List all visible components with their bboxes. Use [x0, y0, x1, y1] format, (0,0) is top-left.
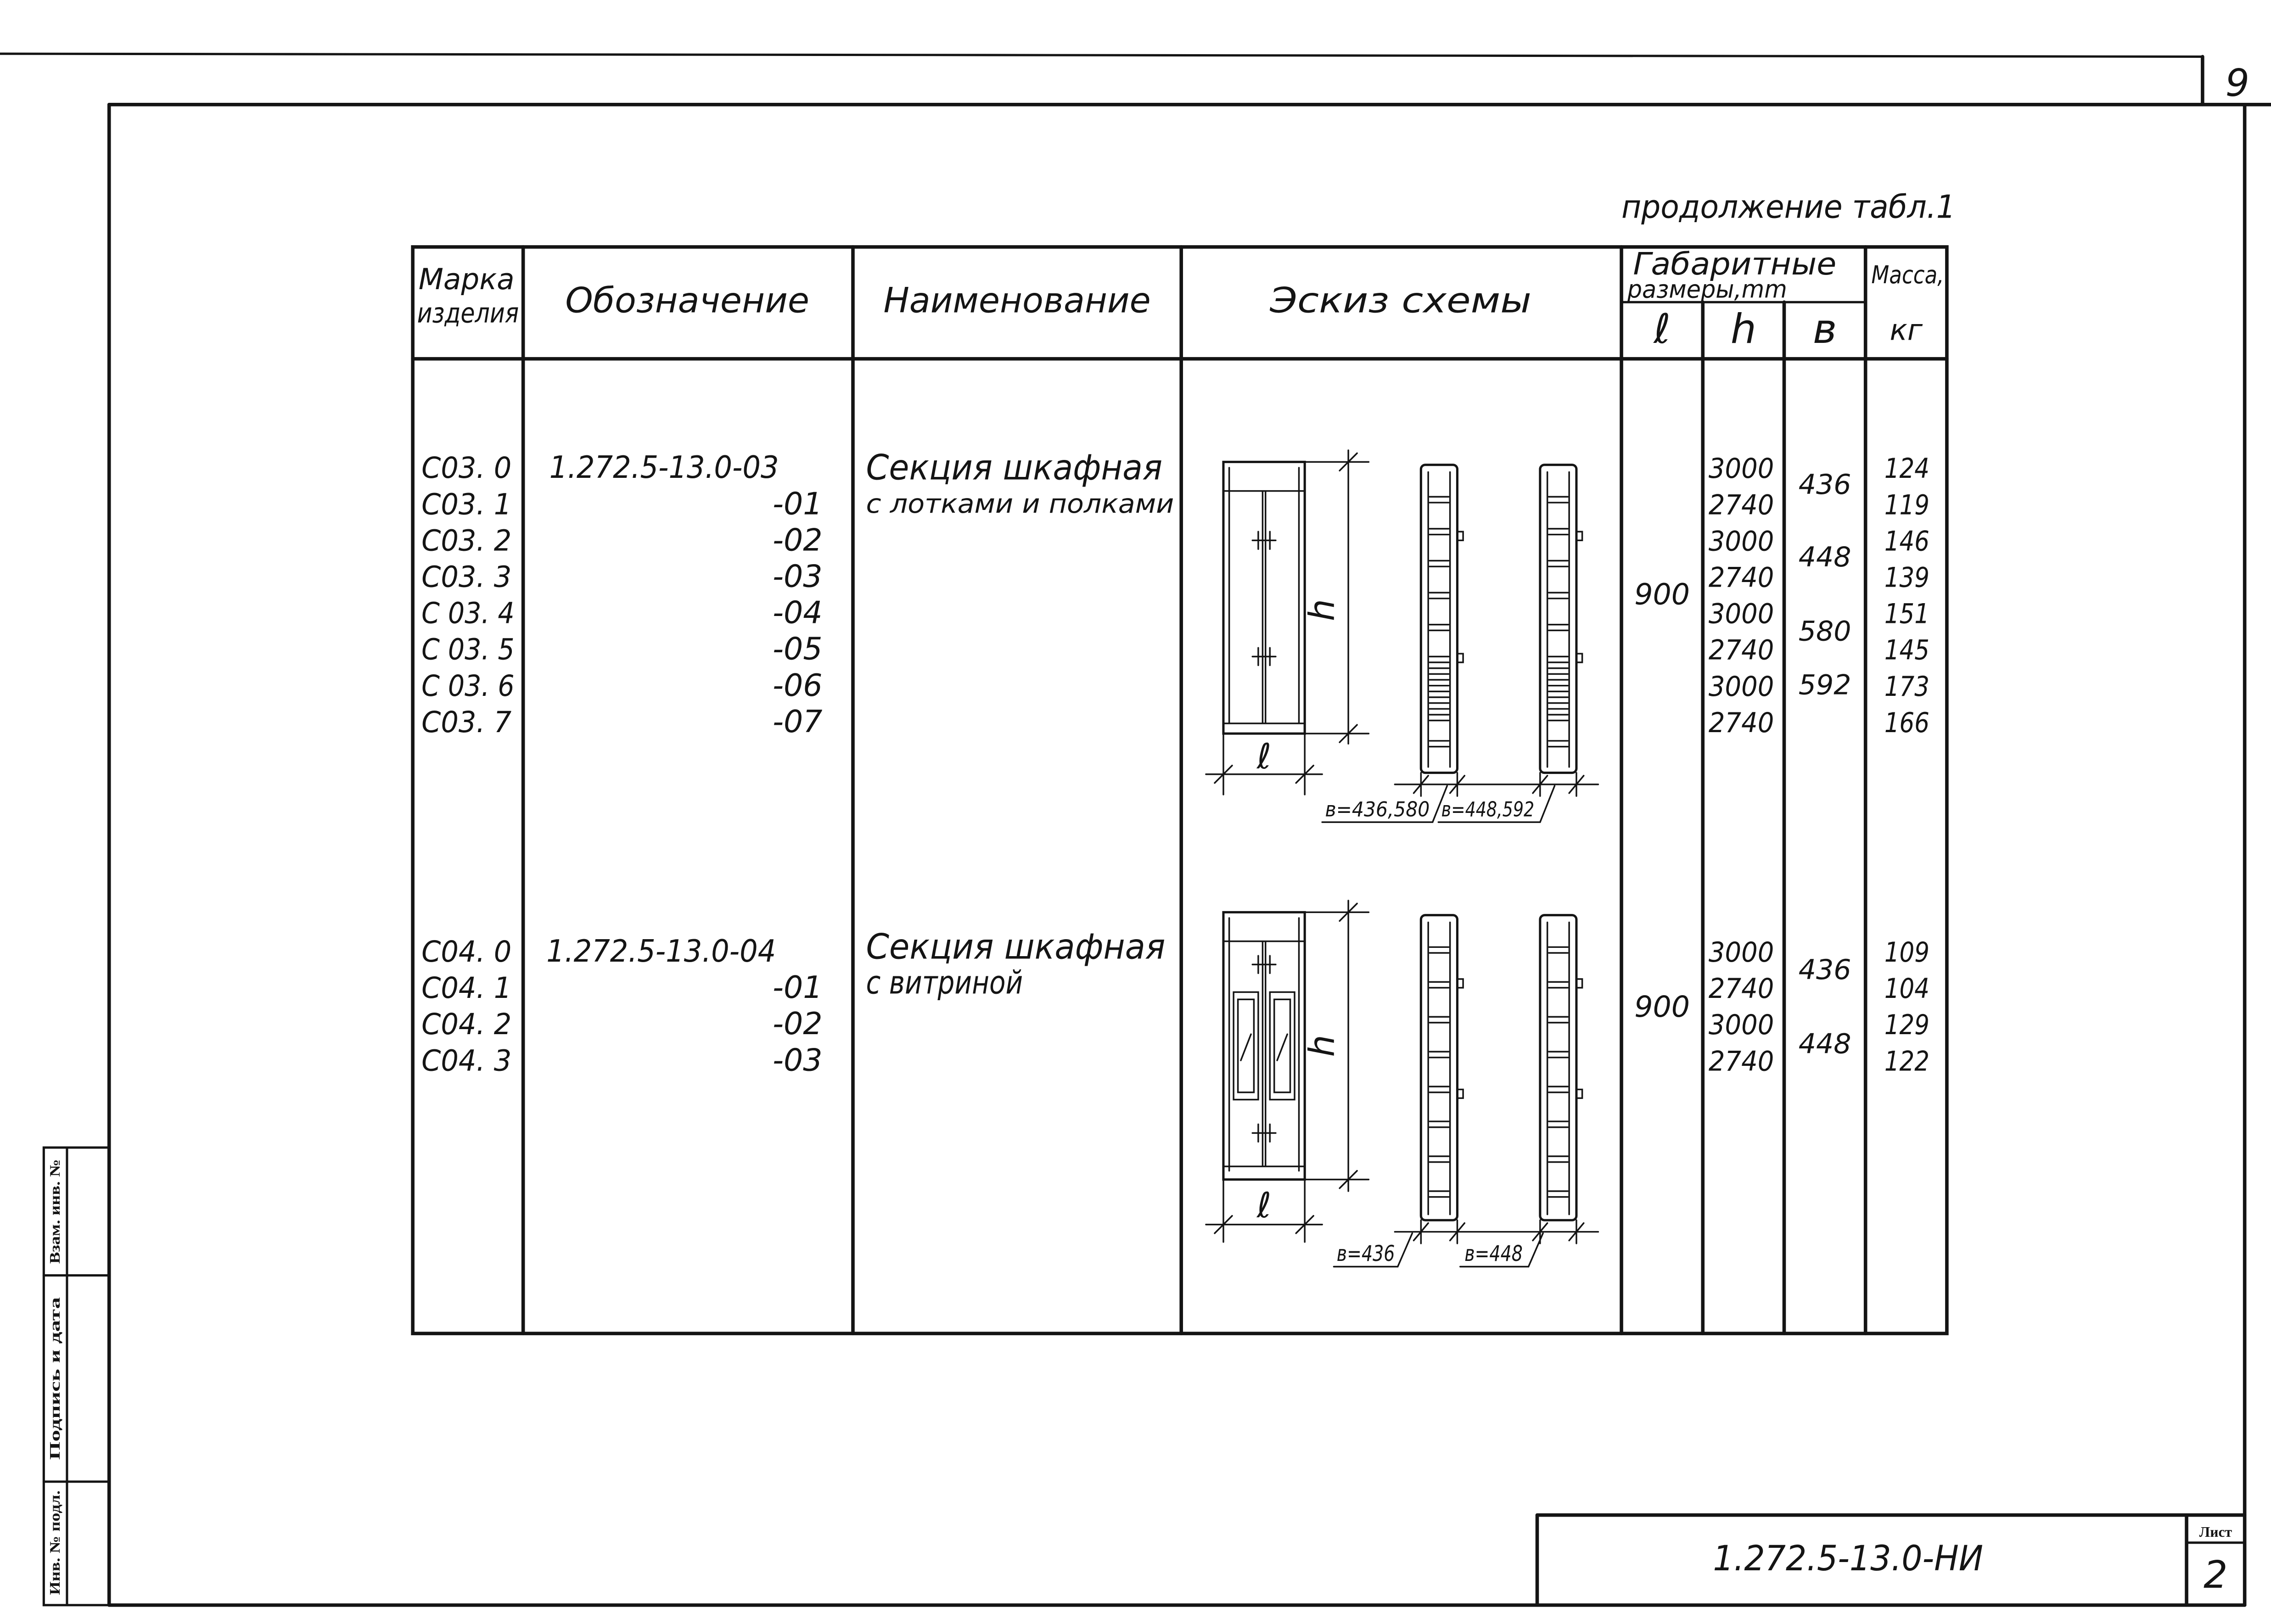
- cell-mass: 151: [1884, 598, 1929, 630]
- cell-dim-h: 2740: [1708, 973, 1774, 1005]
- table-grid: [413, 247, 1947, 1333]
- cell-mass: 129: [1884, 1009, 1929, 1042]
- cell-mark: С 03. 4: [421, 596, 515, 630]
- cell-dim-h: 3000: [1708, 598, 1774, 630]
- top-trim-line: [0, 54, 2203, 56]
- front-view: [1223, 462, 1305, 734]
- side-shelves: [1428, 923, 1450, 1215]
- cell-designation: -03: [773, 1042, 823, 1078]
- cell-mass: 139: [1884, 561, 1929, 594]
- sketch-l-label: ℓ: [1256, 736, 1272, 777]
- cell-dim-b: 436: [1798, 468, 1851, 501]
- cell-designation: -02: [773, 1006, 823, 1042]
- cell-dim-l: 900: [1634, 990, 1690, 1024]
- cell-mass: 145: [1884, 634, 1929, 666]
- cell-dim-h: 2740: [1708, 634, 1774, 666]
- cell-name-line1: Секция шкафная: [866, 926, 1166, 967]
- header-name: Наименование: [883, 280, 1151, 321]
- document-code: 1.272.5-13.0-НИ: [1713, 1538, 1984, 1579]
- front-view: [1223, 912, 1305, 1179]
- side-view-2: [1540, 915, 1582, 1221]
- cell-dim-h: 3000: [1708, 670, 1774, 703]
- table-caption: продолжение табл.1: [1621, 188, 1956, 226]
- sketch-h-label: h: [1301, 1035, 1342, 1057]
- cell-designation: -05: [773, 631, 823, 667]
- cell-designation: -02: [773, 522, 823, 558]
- page-number: 9: [2225, 61, 2250, 105]
- cell-mark: С03. 3: [421, 560, 512, 594]
- stamp-replacement-inv: Взам. инв. №: [47, 1177, 63, 1264]
- cell-designation: 1.272.5-13.0-04: [546, 933, 776, 969]
- cell-designation: -06: [773, 667, 823, 703]
- cell-mark: С 03. 5: [421, 632, 515, 666]
- cell-dim-h: 2740: [1708, 489, 1774, 521]
- cell-dim-b: 436: [1798, 953, 1851, 986]
- sheet-number: 2: [2204, 1553, 2228, 1597]
- cabinet-outline: [1223, 912, 1305, 1179]
- cell-dim-h: 3000: [1708, 525, 1774, 558]
- cell-dim-b: 580: [1798, 615, 1851, 648]
- stamp-signature-date: Подпись и дата: [47, 1359, 63, 1460]
- cell-dim-h: 3000: [1708, 1009, 1774, 1042]
- sketch-b-label: в=436,580: [1325, 798, 1430, 822]
- cell-designation: -01: [773, 969, 823, 1006]
- cell-dim-b: 448: [1798, 1028, 1851, 1060]
- depth-dimension: [1395, 773, 1598, 796]
- header-designation: Обозначение: [565, 280, 810, 321]
- sketch-l-label: ℓ: [1256, 1185, 1272, 1226]
- cell-mass: 109: [1884, 936, 1929, 969]
- cell-mass: 166: [1884, 706, 1929, 739]
- cell-mass: 124: [1884, 453, 1929, 485]
- cell-designation: -01: [773, 486, 823, 522]
- cell-mass: 119: [1884, 489, 1929, 521]
- header-mass-line2: кг: [1890, 313, 1923, 347]
- cell-mass: 173: [1884, 670, 1929, 703]
- cell-mark: С03. 7: [421, 705, 512, 739]
- door-handles: [1252, 532, 1276, 665]
- sketch-h-label: h: [1301, 599, 1342, 622]
- sketch-b-label: в=448,592: [1441, 798, 1535, 822]
- cell-dim-h: 2740: [1708, 706, 1774, 739]
- cabinet-outline: [1223, 462, 1305, 734]
- cabinet-details: [1223, 468, 1305, 723]
- cell-designation: -03: [773, 558, 823, 594]
- cell-mark: С04. 2: [421, 1007, 512, 1042]
- header-mark-line1: Марка: [418, 262, 515, 296]
- cell-mark: С03. 1: [421, 487, 512, 521]
- side-view-2: [1540, 465, 1582, 773]
- door-handles: [1252, 956, 1276, 1142]
- sketch-b-label: в=448: [1464, 1241, 1523, 1266]
- header-mark-line2: изделия: [417, 297, 519, 330]
- header-dimensions-line2: размеры,mm: [1626, 274, 1787, 304]
- side-view: [1421, 915, 1463, 1221]
- sketch-b-label: в=436: [1336, 1241, 1395, 1266]
- cell-dim-h: 3000: [1708, 936, 1774, 969]
- cell-mark: С04. 0: [421, 934, 512, 969]
- header-dim-h: h: [1730, 305, 1756, 353]
- cell-mark: С04. 1: [421, 971, 512, 1005]
- cell-mass: 122: [1884, 1045, 1929, 1078]
- cell-mark: С03. 2: [421, 523, 512, 558]
- side-view: [1421, 465, 1463, 773]
- header-dimensions-line1: Габаритные: [1633, 246, 1837, 282]
- cell-dim-b: 448: [1798, 541, 1851, 574]
- cell-dim-b: 592: [1798, 669, 1851, 701]
- side-shelves: [1428, 472, 1450, 767]
- header-dim-b: в: [1812, 305, 1837, 353]
- cell-name-line2: с витриной: [866, 964, 1023, 1002]
- header-mass-line1: Масса,: [1871, 260, 1944, 290]
- header-dim-l: ℓ: [1654, 305, 1671, 353]
- cell-dim-h: 2740: [1708, 1045, 1774, 1078]
- height-dimension: [1305, 450, 1368, 744]
- cell-dim-h: 2740: [1708, 561, 1774, 594]
- cell-mass: 104: [1884, 973, 1929, 1005]
- cell-designation: -07: [773, 703, 823, 739]
- side-outline: [1421, 915, 1457, 1221]
- cell-dim-h: 3000: [1708, 453, 1774, 485]
- sheet-label: Лист: [2199, 1524, 2232, 1540]
- cell-mark: С03. 0: [421, 451, 512, 485]
- depth-dimension: [1395, 1220, 1598, 1243]
- cell-mark: С 03. 6: [421, 668, 515, 703]
- side-outline: [1421, 465, 1457, 773]
- glass-pane-details: [1238, 999, 1290, 1092]
- cell-mark: С04. 3: [421, 1043, 512, 1078]
- cell-name-line1: Секция шкафная: [866, 447, 1163, 488]
- cell-dim-l: 900: [1634, 577, 1690, 611]
- header-sketch: Эскиз схемы: [1269, 280, 1531, 321]
- cell-designation: 1.272.5-13.0-03: [549, 449, 779, 486]
- stamp-original-inv: Инв. № подл.: [47, 1507, 63, 1595]
- cell-designation: -04: [773, 594, 823, 631]
- cell-mass: 146: [1884, 525, 1929, 558]
- cell-name-line2: с лотками и полками: [866, 489, 1174, 520]
